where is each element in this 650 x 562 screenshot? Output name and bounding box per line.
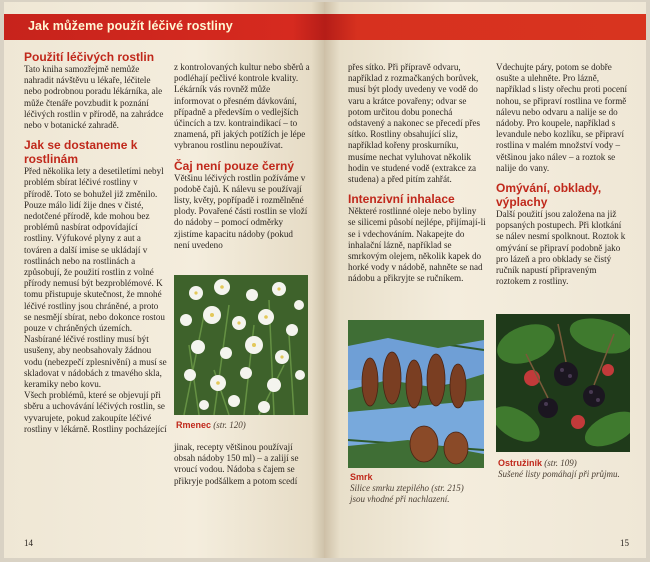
caption-page-ref: (str. 120) bbox=[213, 420, 246, 430]
caption-line: jsou vhodné při nachlazení. bbox=[350, 494, 450, 504]
caption-page-ref: (str. 109) bbox=[544, 458, 577, 468]
heading-inhalation: Intenzivní inhalace bbox=[348, 192, 455, 207]
blackberry-photo bbox=[496, 314, 630, 452]
spruce-cones-icon bbox=[348, 320, 484, 468]
spruce-photo bbox=[348, 320, 484, 468]
paragraph: Další použití jsou založena na již popsaných postupech. Při klotkání se nálev nesmí spolknout. Roztok k omývání se připraví podobně jako pro lázeň a pro obklady se čistý ručník napustí připraveným roztokem z rostliny. bbox=[496, 209, 626, 287]
caption-plant-name: Smrk bbox=[350, 472, 373, 482]
paragraph: Tato kniha samozřejmě nemůže nahradit návštěvu u lékaře, léčitele nebo podrobnou poradu lékárníka, ale může čtenáře povzbudit k poznání léčivých rostlin v přírodě, na zahrádce nebo v botanické zahradě. bbox=[24, 64, 164, 131]
caption-plant-name: Ostružiník bbox=[498, 458, 543, 468]
page-number-left: 14 bbox=[24, 538, 33, 548]
heading-getting-plants: Jak se dostaneme k rostlinám bbox=[24, 138, 138, 167]
caption-line: Silice smrku ztepilého (str. 215) bbox=[350, 483, 464, 493]
paragraph: z kontrolovaných kultur nebo sběrů a podléhají pečlivé kontrole kvality. Lékárník vás rovněž může informovat o přesném dávkování, případně a především o vedlejších účincích a tzv. kontraindikací – to znamená, při jakých potížích je lépe vybranou rostlinu nepoužívat. bbox=[174, 62, 310, 151]
right-column-2 bbox=[496, 62, 630, 287]
left-column-1 bbox=[24, 50, 167, 435]
paragraph: Nasbírané léčivé rostliny musí být usušeny, aby neobsahovaly žádnou vodu (nebezpečí zplesnivění) a musí se skladovat v nádobách z tmavého skla, keramiky nebo kovu. bbox=[24, 334, 167, 390]
yarrow-flowers-icon bbox=[174, 275, 308, 415]
blackberry-fruit-icon bbox=[496, 314, 630, 452]
paragraph: Vdechujte páry, potom se dobře osušte a ulehněte. Pro lázně, například s listy ořechu proti pocení nohou, se připraví rostlina ve formě nálevu nebo odvaru a nalije se do nádoby. Pro koupele, například s levandule nebo kozlíku, se připraví rostlina v malém množství vody – většinou jako nálev – a roztok se nalije do vany. bbox=[496, 62, 628, 173]
paragraph: jinak, recepty většinou používají obsah nádoby 150 ml) – a zalijí se vroucí vodou. Nádoba s čajem se přikryje podšálkem a potom scedí bbox=[174, 442, 299, 486]
yarrow-photo bbox=[174, 275, 308, 415]
paragraph: Některé rostlinné oleje nebo byliny se silicemi působí nejlépe, přijímají-li se i vdechováním. Nakapejte do inhalační lázně, například se smrkovým olejem, několik kapek do horké vody v nádobě, nahněte se nad nádobu a přikryjte se ručníkem. bbox=[348, 206, 486, 284]
caption-plant-name: Rmenec bbox=[176, 420, 212, 430]
spruce-caption bbox=[350, 472, 488, 505]
paragraph: Všech problémů, které se objevují při sběru a uchovávání léčivých rostlin, se vyvarujete, pokud zakoupíte léčivé rostliny v lékárně. Rostliny pocházející bbox=[24, 390, 167, 434]
heading-washing: Omývání, obklady, výplachy bbox=[496, 181, 602, 210]
right-column-1 bbox=[348, 62, 486, 285]
blackberry-caption bbox=[498, 458, 632, 480]
yarrow-caption bbox=[176, 420, 310, 431]
left-column-2-continued bbox=[174, 442, 310, 487]
heading-tea: Čaj není pouze černý bbox=[174, 158, 295, 173]
page-number-right: 15 bbox=[620, 538, 629, 548]
chapter-title: Jak můžeme použít léčivé rostliny bbox=[28, 19, 233, 33]
caption-line: Sušené listy pomáhají při průjmu. bbox=[498, 469, 620, 479]
book-spread bbox=[4, 2, 646, 558]
paragraph: Většinu léčivých rostlin požíváme v podobě čajů. K nálevu se používají listy, květy, popřípadě i rozmělněné plody. Povařené části rostlin se vloží do nádoby – pomocí odměrky zjistíme kapacitu nádoby (pokud není uvedeno bbox=[174, 172, 308, 250]
heading-usage: Použití léčivých rostlin bbox=[24, 50, 155, 64]
paragraph: Před několika lety a desetiletími nebyl problém sbírat léčivé rostliny v přírodě. Toto se bohužel již změnilo. Pouze málo lidí žije dnes v čisté, nedotčené přírodě, kde mohou bez problémů nasbírat odpovídající rostliny. Výfukové plyny z aut a továren a další imise se ukládají v rostlinách nebo na rostlinách a způsobují, že použití rostlin z volné přírody nemusí být bezproblémové. K tomu přistupuje skutečnost, že mnohé léčivé rostliny jsou chráněné, a proto se nesmějí sbírat, nebo dokonce rostou pouze v chráněných územích. bbox=[24, 166, 165, 334]
left-column-2 bbox=[174, 62, 310, 251]
paragraph: přes sítko. Při přípravě odvaru, například z rozmačkaných borůvek, musí být plody uvedeny ve vodě do varu a krátce povařeny; odvar se potom určitou dobu ponechá odstavený a nakonec se přecedí přes sítko. Rostliny obsahující sliz, například kořeny proskurníku, musíme nechat vyluhovat několik hodin ve studené vodě (extrakce za studena) a před pitím zahřát. bbox=[348, 62, 481, 185]
